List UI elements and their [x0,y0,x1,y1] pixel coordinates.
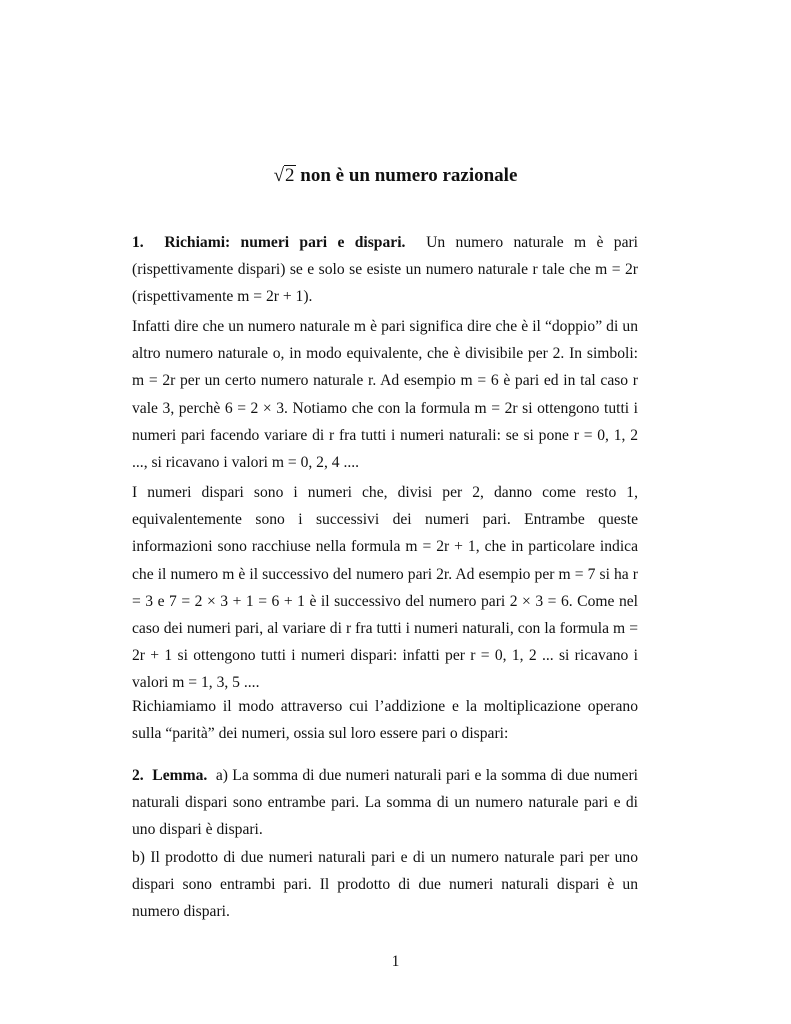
section-1-statement [132,229,638,311]
sqrt-2 [274,163,296,189]
section-1-heading: Richiami: numeri pari e dispari. [164,234,406,251]
section-2 [132,762,638,844]
radicand: 2 [285,165,295,186]
paragraph-odd-text: I numeri dispari sono i numeri che, divisi per 2, danno come resto 1, equivalentemente sono i successivi dei numeri pari. Entrambe queste informazioni sono racchiuse nella formula m = 2r + 1, che in particolare indica che il numero m è il successivo del numero pari 2r. Ad esempio per m = 7 si ha r = 3 e 7 = 2 × 3 + 1 = 6 + 1 è il successivo del numero pari 2 × 3 = 6. Come nel caso dei numeri pari, al variare di r fra tutti i numeri naturali, con la formula m = 2r + 1 si ottengono tutti i numeri dispari: infatti per r = 0, 1, 2 ... si ricavano i valori m = 1, 3, 5 .... [132,484,638,692]
lemma-part-b-text: b) Il prodotto di due numeri naturali pari e di un numero naturale pari per uno dispari sono entrambi pari. Il prodotto di due numeri naturali dispari è un numero dispari. [132,849,638,921]
document-title [0,163,791,189]
section-1 [132,229,638,311]
section-1-statement-text: Un numero naturale m è pari (rispettivamente dispari) se e solo se esiste un numero naturale r tale che m = 2r (rispettivamente m = 2r + 1). [132,234,639,306]
paragraph-even-text: Infatti dire che un numero naturale m è pari significa dire che è il “doppio” di un altro numero naturale o, in modo equivalente, che è divisibile per 2. In simboli: m = 2r per un certo numero naturale r. Ad esempio m = 6 è pari ed in tal caso r vale 3, perchè 6 = 2 × 3. Notiamo che con la formula m = 2r si ottengono tutti i numeri pari facendo variare di r fra tutti i numeri naturali: se si pone r = 0, 1, 2 ..., si ricavano i valori m = 0, 2, 4 .... [132,318,638,472]
section-2-heading: Lemma. [152,767,208,784]
paragraph-even [132,313,638,476]
lemma-part-a-text: a) La somma di due numeri naturali pari e la somma di due numeri naturali dispari sono entrambe pari. La somma di un numero naturale pari e di uno dispari è dispari. [132,767,639,839]
paragraph-parity-text: Richiamiamo il modo attraverso cui l’addizione e la moltiplicazione operano sulla “parità” dei numeri, ossia sul loro essere pari o dispari: [132,698,638,743]
lemma-part-a [132,762,638,844]
paragraph-odd [132,479,638,697]
page-number: 1 [391,953,400,970]
section-1-number: 1. [132,234,144,251]
sqrt-symbol: √ [273,165,285,186]
section-2-number: 2. [132,767,144,784]
lemma-part-b [132,844,638,926]
paragraph-parity [132,693,638,747]
title-text: non è un numero razionale [300,165,518,186]
